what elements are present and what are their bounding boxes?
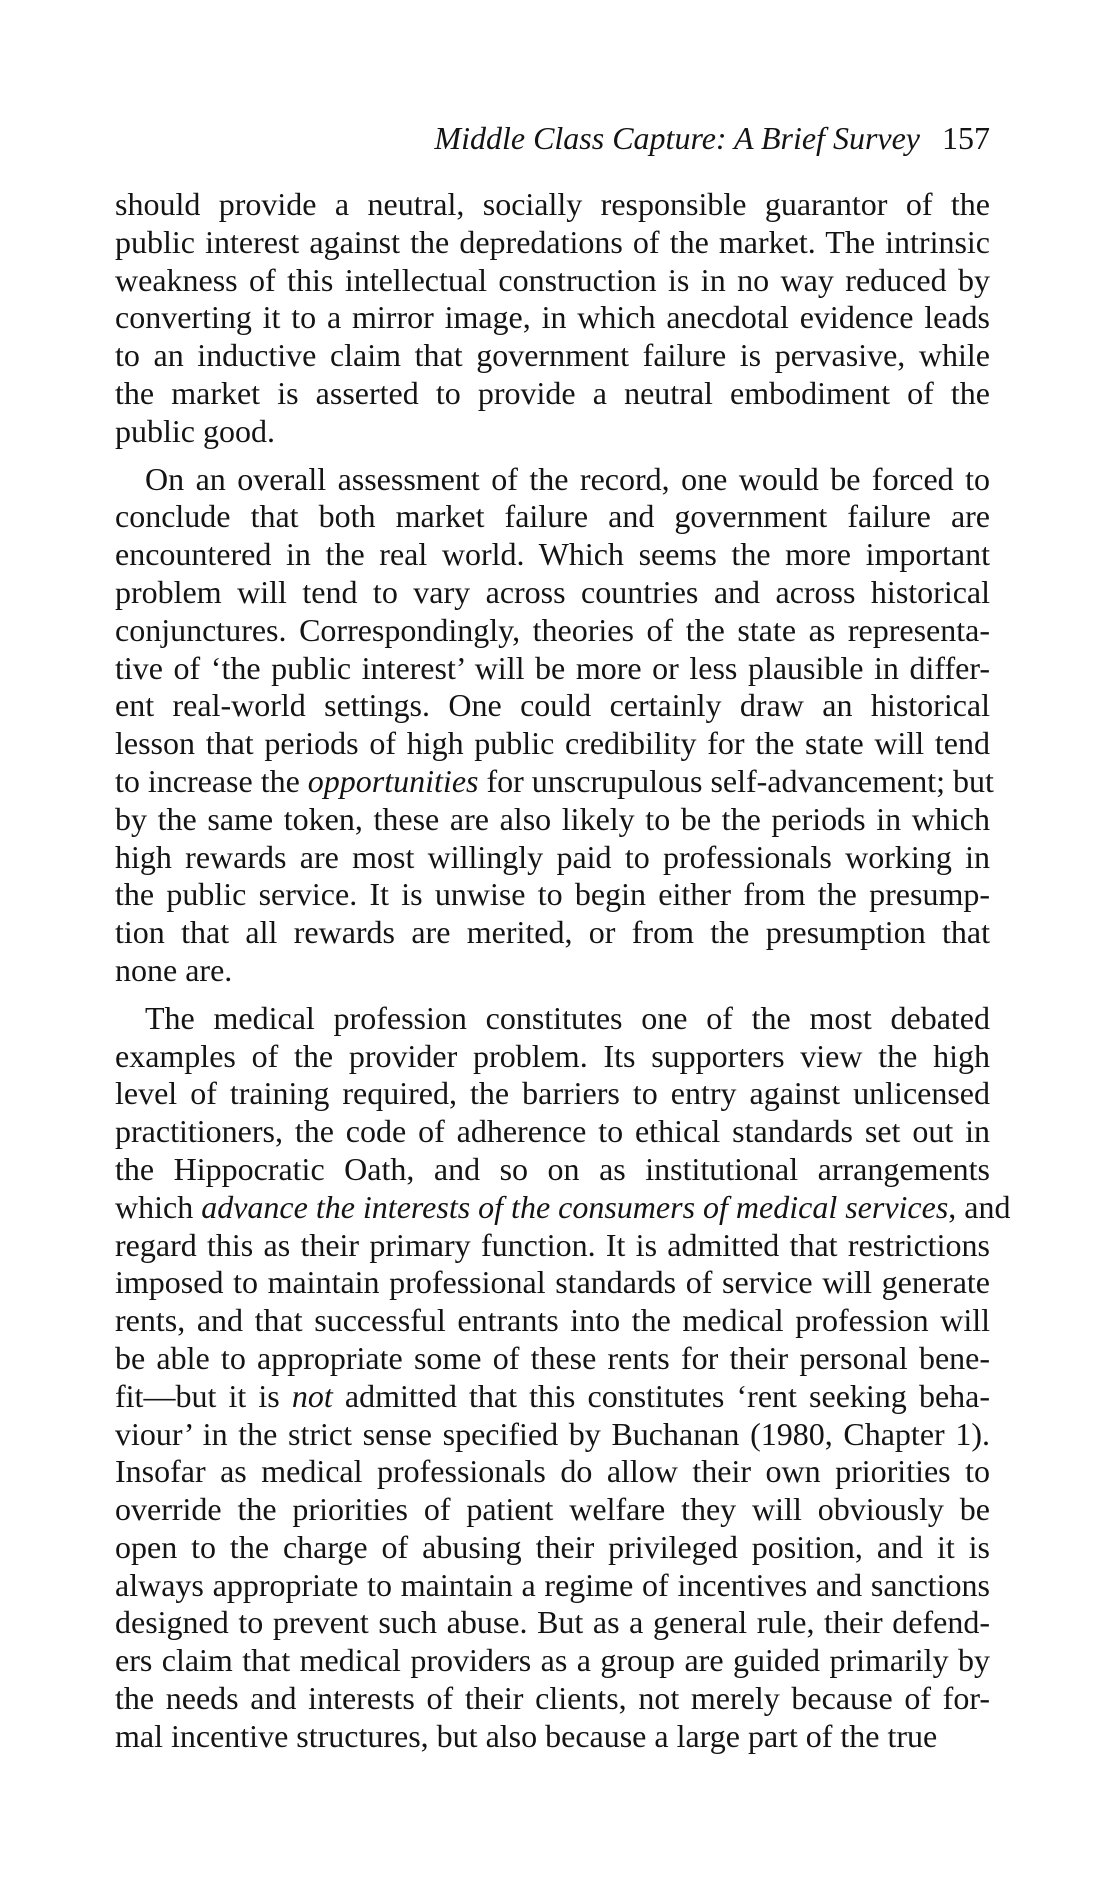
text-line: encountered in the real world. Which seems the more important — [115, 536, 990, 573]
emphasis: advance the interests of the consumers of medical services — [201, 1188, 949, 1225]
text-line: none are. — [115, 951, 233, 988]
text-line: the public service. It is unwise to begin either from the presump- — [115, 876, 990, 913]
text-segment: which — [115, 1188, 202, 1225]
body-text — [115, 186, 1011, 1756]
text-line: lesson that periods of high public credibility for the state will tend — [115, 725, 990, 762]
text-line: high rewards are most willingly paid to professionals working in — [115, 838, 990, 875]
running-title: Middle Class Capture: A Brief Survey — [434, 120, 920, 156]
text-segment: fit—but it is — [115, 1377, 292, 1414]
text-line: converting it to a mirror image, in which anecdotal evidence leads — [115, 299, 990, 336]
emphasis: not — [291, 1377, 333, 1414]
text-line — [115, 1378, 990, 1416]
text-line: should provide a neutral, socially responsible guarantor of the — [115, 186, 990, 222]
text-line: rents, and that successful entrants into the medical profession will — [115, 1302, 990, 1339]
text-line: public good. — [115, 412, 275, 449]
text-line: On an overall assessment of the record, one would be forced to — [145, 460, 990, 497]
text-line: examples of the provider problem. Its supporters view the high — [115, 1037, 990, 1074]
text-line: conclude that both market failure and government failure are — [115, 498, 990, 535]
text-line: practitioners, the code of adherence to ethical standards set out in — [115, 1113, 990, 1150]
text-line: override the priorities of patient welfare they will obviously be — [115, 1491, 990, 1528]
text-line: the market is asserted to provide a neutral embodiment of the — [115, 374, 990, 411]
paragraph — [115, 186, 990, 451]
text-segment: for unscrupulous self-advancement; but — [478, 762, 994, 799]
page-number: 157 — [942, 120, 990, 156]
text-line: be able to appropriate some of these rents for their personal bene- — [115, 1339, 990, 1376]
text-line: ent real-world settings. One could certainly draw an historical — [115, 687, 990, 724]
text-line: to an inductive claim that government failure is pervasive, while — [115, 337, 990, 374]
paragraph — [115, 460, 994, 990]
paragraph-gap — [115, 990, 990, 1000]
text-line: always appropriate to maintain a regime of incentives and sanctions — [115, 1566, 990, 1603]
text-line: imposed to maintain professional standards of service will generate — [115, 1264, 990, 1301]
text-line: problem will tend to vary across countries and across historical — [115, 573, 990, 610]
text-line: tion that all rewards are merited, or from the presumption that — [115, 914, 990, 951]
text-line: mal incentive structures, but also because a large part of the true — [115, 1717, 938, 1754]
text-segment: to increase the — [115, 762, 308, 799]
text-line: ers claim that medical providers as a group are guided primarily by — [115, 1642, 990, 1679]
text-line: regard this as their primary function. It is admitted that restrictions — [115, 1226, 990, 1263]
text-line: the Hippocratic Oath, and so on as institutional arrangements — [115, 1150, 990, 1187]
text-line: viour’ in the strict sense specified by Buchanan (1980, Chapter 1). — [115, 1415, 990, 1452]
text-line: by the same token, these are also likely to be the periods in which — [115, 800, 990, 837]
text-line: weakness of this intellectual construction is in no way reduced by — [115, 261, 990, 298]
text-line — [115, 1188, 1011, 1227]
text-line — [115, 762, 994, 801]
paragraph — [115, 999, 1011, 1756]
text-line: level of training required, the barriers to entry against unlicensed — [115, 1075, 990, 1112]
text-line: The medical profession constitutes one of the most debated — [145, 999, 990, 1036]
text-line: conjunctures. Correspondingly, theories of the state as representa- — [115, 611, 990, 648]
text-line: tive of ‘the public interest’ will be more or less plausible in differ- — [115, 649, 990, 686]
emphasis: opportunities — [307, 762, 479, 799]
text-segment: admitted that this constitutes ‘rent seeking beha- — [332, 1377, 991, 1414]
text-line: the needs and interests of their clients, not merely because of for- — [115, 1680, 990, 1717]
text-segment: , and — [948, 1188, 1011, 1225]
text-line: open to the charge of abusing their privileged position, and it is — [115, 1528, 990, 1565]
text-line: public interest against the depredations of the market. The intrinsic — [115, 223, 990, 260]
text-line: Insofar as medical professionals do allow their own priorities to — [115, 1453, 990, 1490]
text-line: designed to prevent such abuse. But as a general rule, their defend- — [115, 1604, 990, 1641]
running-head — [434, 118, 990, 158]
paragraph-gap — [115, 451, 990, 461]
